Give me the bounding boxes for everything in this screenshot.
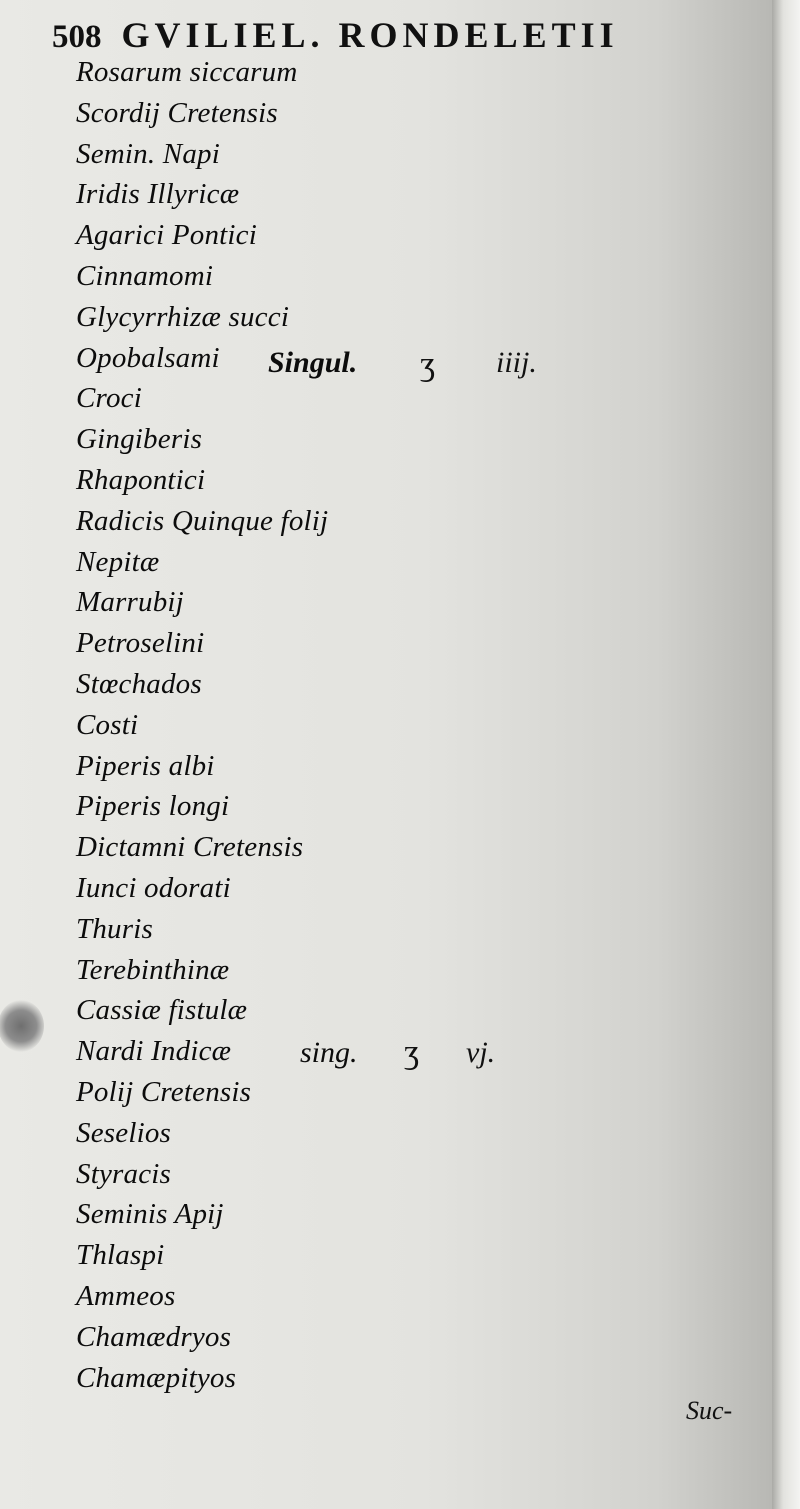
ingredient-item: Chamædryos: [76, 1320, 232, 1353]
ingredient-item: Styracis: [76, 1157, 172, 1190]
ingredient-item: Terebinthinæ: [76, 953, 230, 986]
ingredient-item: Rosarum siccarum: [76, 56, 298, 88]
ingredient-item: Nardi Indicæ: [76, 1035, 232, 1068]
ingredient-item: Seminis Apij: [76, 1198, 224, 1231]
ink-blot: [0, 1000, 44, 1052]
ingredient-item: Scordij Cretensis: [76, 96, 278, 129]
dram-symbol: ʒ: [420, 346, 436, 383]
ingredient-item: Rhapontici: [76, 463, 206, 496]
ingredient-item: Cinnamomi: [76, 259, 214, 292]
ingredient-item: Cassiæ fistulæ: [76, 994, 248, 1027]
ingredient-item: Croci: [76, 382, 142, 415]
dosage-amount: iiij.: [496, 346, 537, 379]
ingredient-item: Glycyrrhizæ succi: [76, 300, 290, 333]
page-edge: [772, 0, 800, 1509]
show-through-text: [300, 60, 760, 386]
ingredient-item: Dictamni Cretensis: [76, 831, 304, 864]
ingredient-item: Chamæpityos: [76, 1361, 237, 1394]
ingredient-item: Petroselini: [76, 627, 205, 660]
ingredient-item: Semin. Napi: [76, 137, 220, 170]
ingredient-item: Opobalsami: [76, 341, 220, 374]
dosage-amount: vj.: [466, 1036, 496, 1069]
ingredient-item: Iridis Illyricæ: [76, 178, 240, 211]
ingredient-item: Piperis longi: [76, 790, 230, 823]
ingredient-item: Polij Cretensis: [76, 1075, 252, 1108]
ingredient-list: [76, 52, 328, 1398]
ingredient-item: Gingiberis: [76, 423, 203, 456]
catchword: Suc-: [686, 1396, 733, 1425]
ingredient-item: Nepitæ: [76, 545, 160, 578]
ingredient-item: Marrubij: [76, 586, 184, 619]
ingredient-item: Iunci odorati: [76, 871, 231, 904]
dosage-label: sing.: [300, 1036, 358, 1069]
ingredient-item: Radicis Quinque folij: [76, 504, 329, 537]
ingredient-item: Thuris: [76, 912, 153, 945]
ingredient-item: Ammeos: [76, 1279, 176, 1312]
page-number: 508: [52, 19, 102, 55]
dram-symbol: ʒ: [404, 1034, 420, 1071]
ingredient-item: Agarici Pontici: [76, 219, 257, 252]
ingredient-item: Stœchados: [76, 667, 202, 700]
ingredient-item: Costi: [76, 708, 139, 741]
ingredient-item: Seselios: [76, 1116, 172, 1149]
dosage-label: Singul.: [268, 346, 358, 379]
ingredient-item: Thlaspi: [76, 1239, 165, 1272]
running-head: GVILIEL. RONDELETII: [121, 15, 619, 55]
ingredient-item: Piperis albi: [76, 749, 215, 782]
